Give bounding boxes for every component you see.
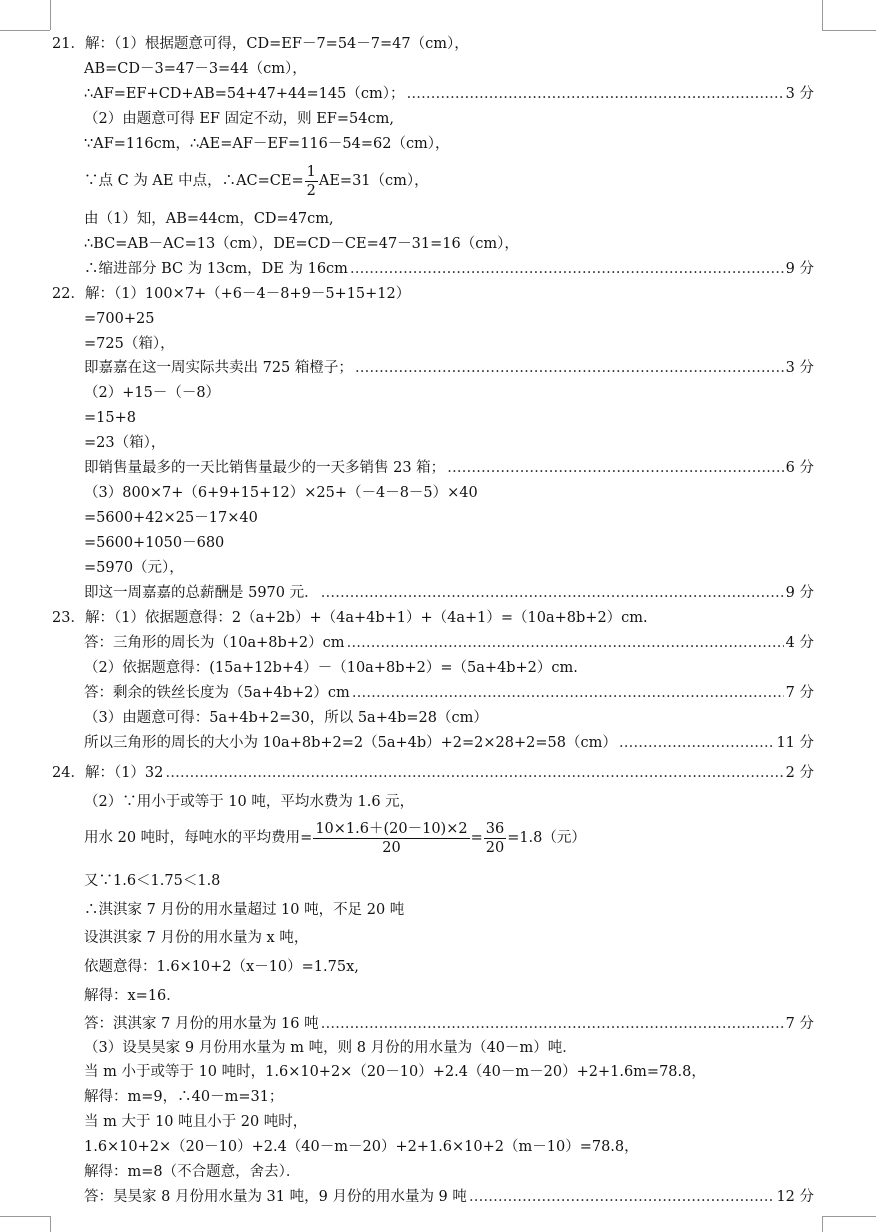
q22-line: =23（箱），	[84, 435, 166, 451]
crop-mark-bottom-right-v	[822, 1216, 823, 1232]
score-points: 9 分	[785, 261, 814, 277]
q22-line: =5970（元），	[84, 560, 184, 576]
q22-line: =15+8	[84, 410, 136, 426]
leader-dots	[321, 583, 784, 603]
line-text: 即这一周嘉嘉的总薪酬是 5970 元．	[84, 585, 319, 601]
line-text: 用水 20 吨时，每吨水的平均费用=	[84, 830, 313, 846]
crop-mark-top-right-v	[822, 0, 823, 30]
q24-line: （2）∵用小于或等于 10 吨，平均水费为 1.6 元，	[84, 794, 415, 810]
crop-mark-bottom-right-h	[822, 1216, 876, 1217]
line-text: 答：淇淇家 7 月份的用水量为 16 吨	[84, 1016, 319, 1032]
q24-score-line	[84, 1187, 814, 1207]
q24-line: 解得：m=9，∴40－m=31；	[84, 1089, 284, 1105]
q24-score-line	[84, 1014, 814, 1034]
line-text: ∴AF=EF+CD+AB=54+47+44=145（cm）；	[84, 86, 405, 102]
crop-mark-top-left-v	[50, 0, 51, 30]
equals-sign: =	[470, 830, 483, 846]
line-text: AE=31（cm），	[318, 173, 429, 189]
score-points: 7 分	[785, 685, 814, 701]
q21-line: ∴BC=AB－AC=13（cm），DE=CD－CE=47－31=16（cm），	[84, 236, 519, 252]
q23-score-line	[84, 683, 814, 703]
fraction-numerator: 36	[485, 820, 505, 837]
score-points: 6 分	[785, 460, 814, 476]
line-text: =1.8（元）	[507, 830, 586, 846]
q21-line: ∵AF=116cm，∴AE=AF－EF=116－54=62（cm），	[84, 136, 450, 152]
leader-dots	[350, 259, 784, 279]
line-text: 即嘉嘉在这一周实际共卖出 725 箱橙子；	[84, 360, 353, 376]
q24-fraction-line	[84, 815, 814, 861]
leader-dots	[347, 633, 784, 653]
leader-dots	[352, 683, 784, 703]
leader-dots	[619, 733, 775, 753]
q22-line: （3）800×7+（6+9+15+12）×25+（－4－8－5）×40	[84, 485, 478, 501]
leader-dots	[447, 458, 783, 478]
fraction-denominator: 20	[485, 839, 505, 856]
q24-line: 当 m 小于或等于 10 吨时，1.6×10+2×（20－10）+2.4（40－m－20）+2+1.6m=78.8，	[84, 1064, 706, 1080]
q24-line: 依题意得：1.6×10+2（x－10）=1.75x,	[84, 959, 359, 975]
q21-line: 由（1）知，AB=44cm，CD=47cm,	[84, 211, 334, 227]
q21-line: （2）由题意可得 EF 固定不动，则 EF=54cm,	[84, 111, 394, 127]
leader-dots	[355, 358, 784, 378]
q22-line: =700+25	[84, 311, 155, 327]
q21-line: AB=CD－3=47－3=44（cm），	[84, 61, 307, 77]
q22-line: （2）+15－（－8）	[84, 385, 221, 401]
q24-heading-score-line	[52, 763, 814, 783]
q23-line: （2）依据题意得：(15a+12b+4）－（10a+8b+2）=（5a+4b+2）cm.	[84, 660, 578, 676]
line-text: 即销售量最多的一天比销售量最少的一天多销售 23 箱；	[84, 460, 446, 476]
q23-heading-line: 23．解：（1）依据题意得：2（a+2b）+（4a+4b+1）+（4a+1）=（10a+8b+2）cm.	[52, 610, 648, 626]
line-text: 答：三角形的周长为（10a+8b+2）cm	[84, 635, 345, 651]
score-points: 4 分	[785, 635, 814, 651]
score-points: 2 分	[785, 765, 814, 781]
q22-line: =5600+42×25－17×40	[84, 510, 258, 526]
line-text: 所以三角形的周长的大小为 10a+8b+2=2（5a+4b）+2=2×28+2=58（cm）	[84, 735, 617, 751]
line-text: ∵点 C 为 AE 中点，∴AC=CE=	[84, 173, 304, 189]
q24-line: 1.6×10+2×（20－10）+2.4（40－m－20）+2+1.6×10+2（m－10）=78.8，	[84, 1139, 639, 1155]
q21-score-line	[84, 259, 814, 279]
crop-mark-bottom-left-h	[0, 1216, 50, 1217]
q23-score-line	[84, 733, 814, 753]
fraction-simplified	[484, 820, 506, 857]
leader-dots	[406, 84, 783, 104]
score-points: 11 分	[776, 735, 814, 751]
q21-score-line	[84, 84, 814, 104]
q24-line: 解得：m=8（不合题意，舍去）．	[84, 1164, 301, 1180]
score-points: 12 分	[776, 1189, 814, 1205]
line-text: 24．解：（1）32	[52, 765, 164, 781]
q23-line: （3）由题意可得：5a+4b+2=30，所以 5a+4b=28（cm）	[84, 710, 488, 726]
leader-dots	[165, 763, 783, 783]
q24-line: （3）设昊昊家 9 月份用水量为 m 吨，则 8 月份的用水量为（40－m）吨．	[84, 1040, 577, 1056]
score-points: 9 分	[785, 585, 814, 601]
q22-score-line	[84, 358, 814, 378]
leader-dots	[469, 1187, 775, 1207]
q22-heading-line: 22．解：（1）100×7+（+6－4－8+9－5+15+12）	[52, 286, 411, 302]
crop-mark-top-right-h	[822, 30, 876, 31]
q22-score-line	[84, 583, 814, 603]
fraction-one-half	[305, 163, 318, 200]
q21-fraction-line	[84, 158, 814, 204]
fraction-numerator: 10×1.6＋(20－10)×2	[315, 820, 468, 837]
fraction-denominator: 2	[306, 182, 316, 199]
q24-line: ∴淇淇家 7 月份的用水量超过 10 吨，不足 20 吨	[84, 902, 405, 918]
q22-line: =5600+1050－680	[84, 535, 225, 551]
crop-mark-bottom-left-v	[50, 1216, 51, 1232]
fraction-average-cost	[313, 820, 469, 857]
q21-heading-line: 21．解：（1）根据题意可得，CD=EF－7=54－7=47（cm），	[52, 36, 469, 52]
line-text: 答：昊昊家 8 月份用水量为 31 吨，9 月份的用水量为 9 吨	[84, 1189, 467, 1205]
leader-dots	[321, 1014, 784, 1034]
q22-score-line	[84, 458, 814, 478]
line-text: 答：剩余的铁丝长度为（5a+4b+2）cm	[84, 685, 350, 701]
q22-line: =725（箱），	[84, 336, 175, 352]
q24-line: 当 m 大于 10 吨且小于 20 吨时，	[84, 1114, 308, 1130]
score-points: 7 分	[785, 1016, 814, 1032]
line-text: ∴缩进部分 BC 为 13cm，DE 为 16cm	[84, 261, 348, 277]
fraction-denominator: 20	[382, 839, 401, 856]
crop-mark-top-left-h	[0, 30, 50, 31]
q24-line: 设淇淇家 7 月份的用水量为 x 吨，	[84, 930, 309, 946]
q23-score-line	[84, 633, 814, 653]
fraction-numerator: 1	[306, 163, 316, 180]
q24-line: 又∵1.6＜1.75＜1.8	[84, 873, 221, 889]
score-points: 3 分	[785, 360, 814, 376]
q24-line: 解得：x=16．	[84, 988, 181, 1004]
score-points: 3 分	[785, 86, 814, 102]
